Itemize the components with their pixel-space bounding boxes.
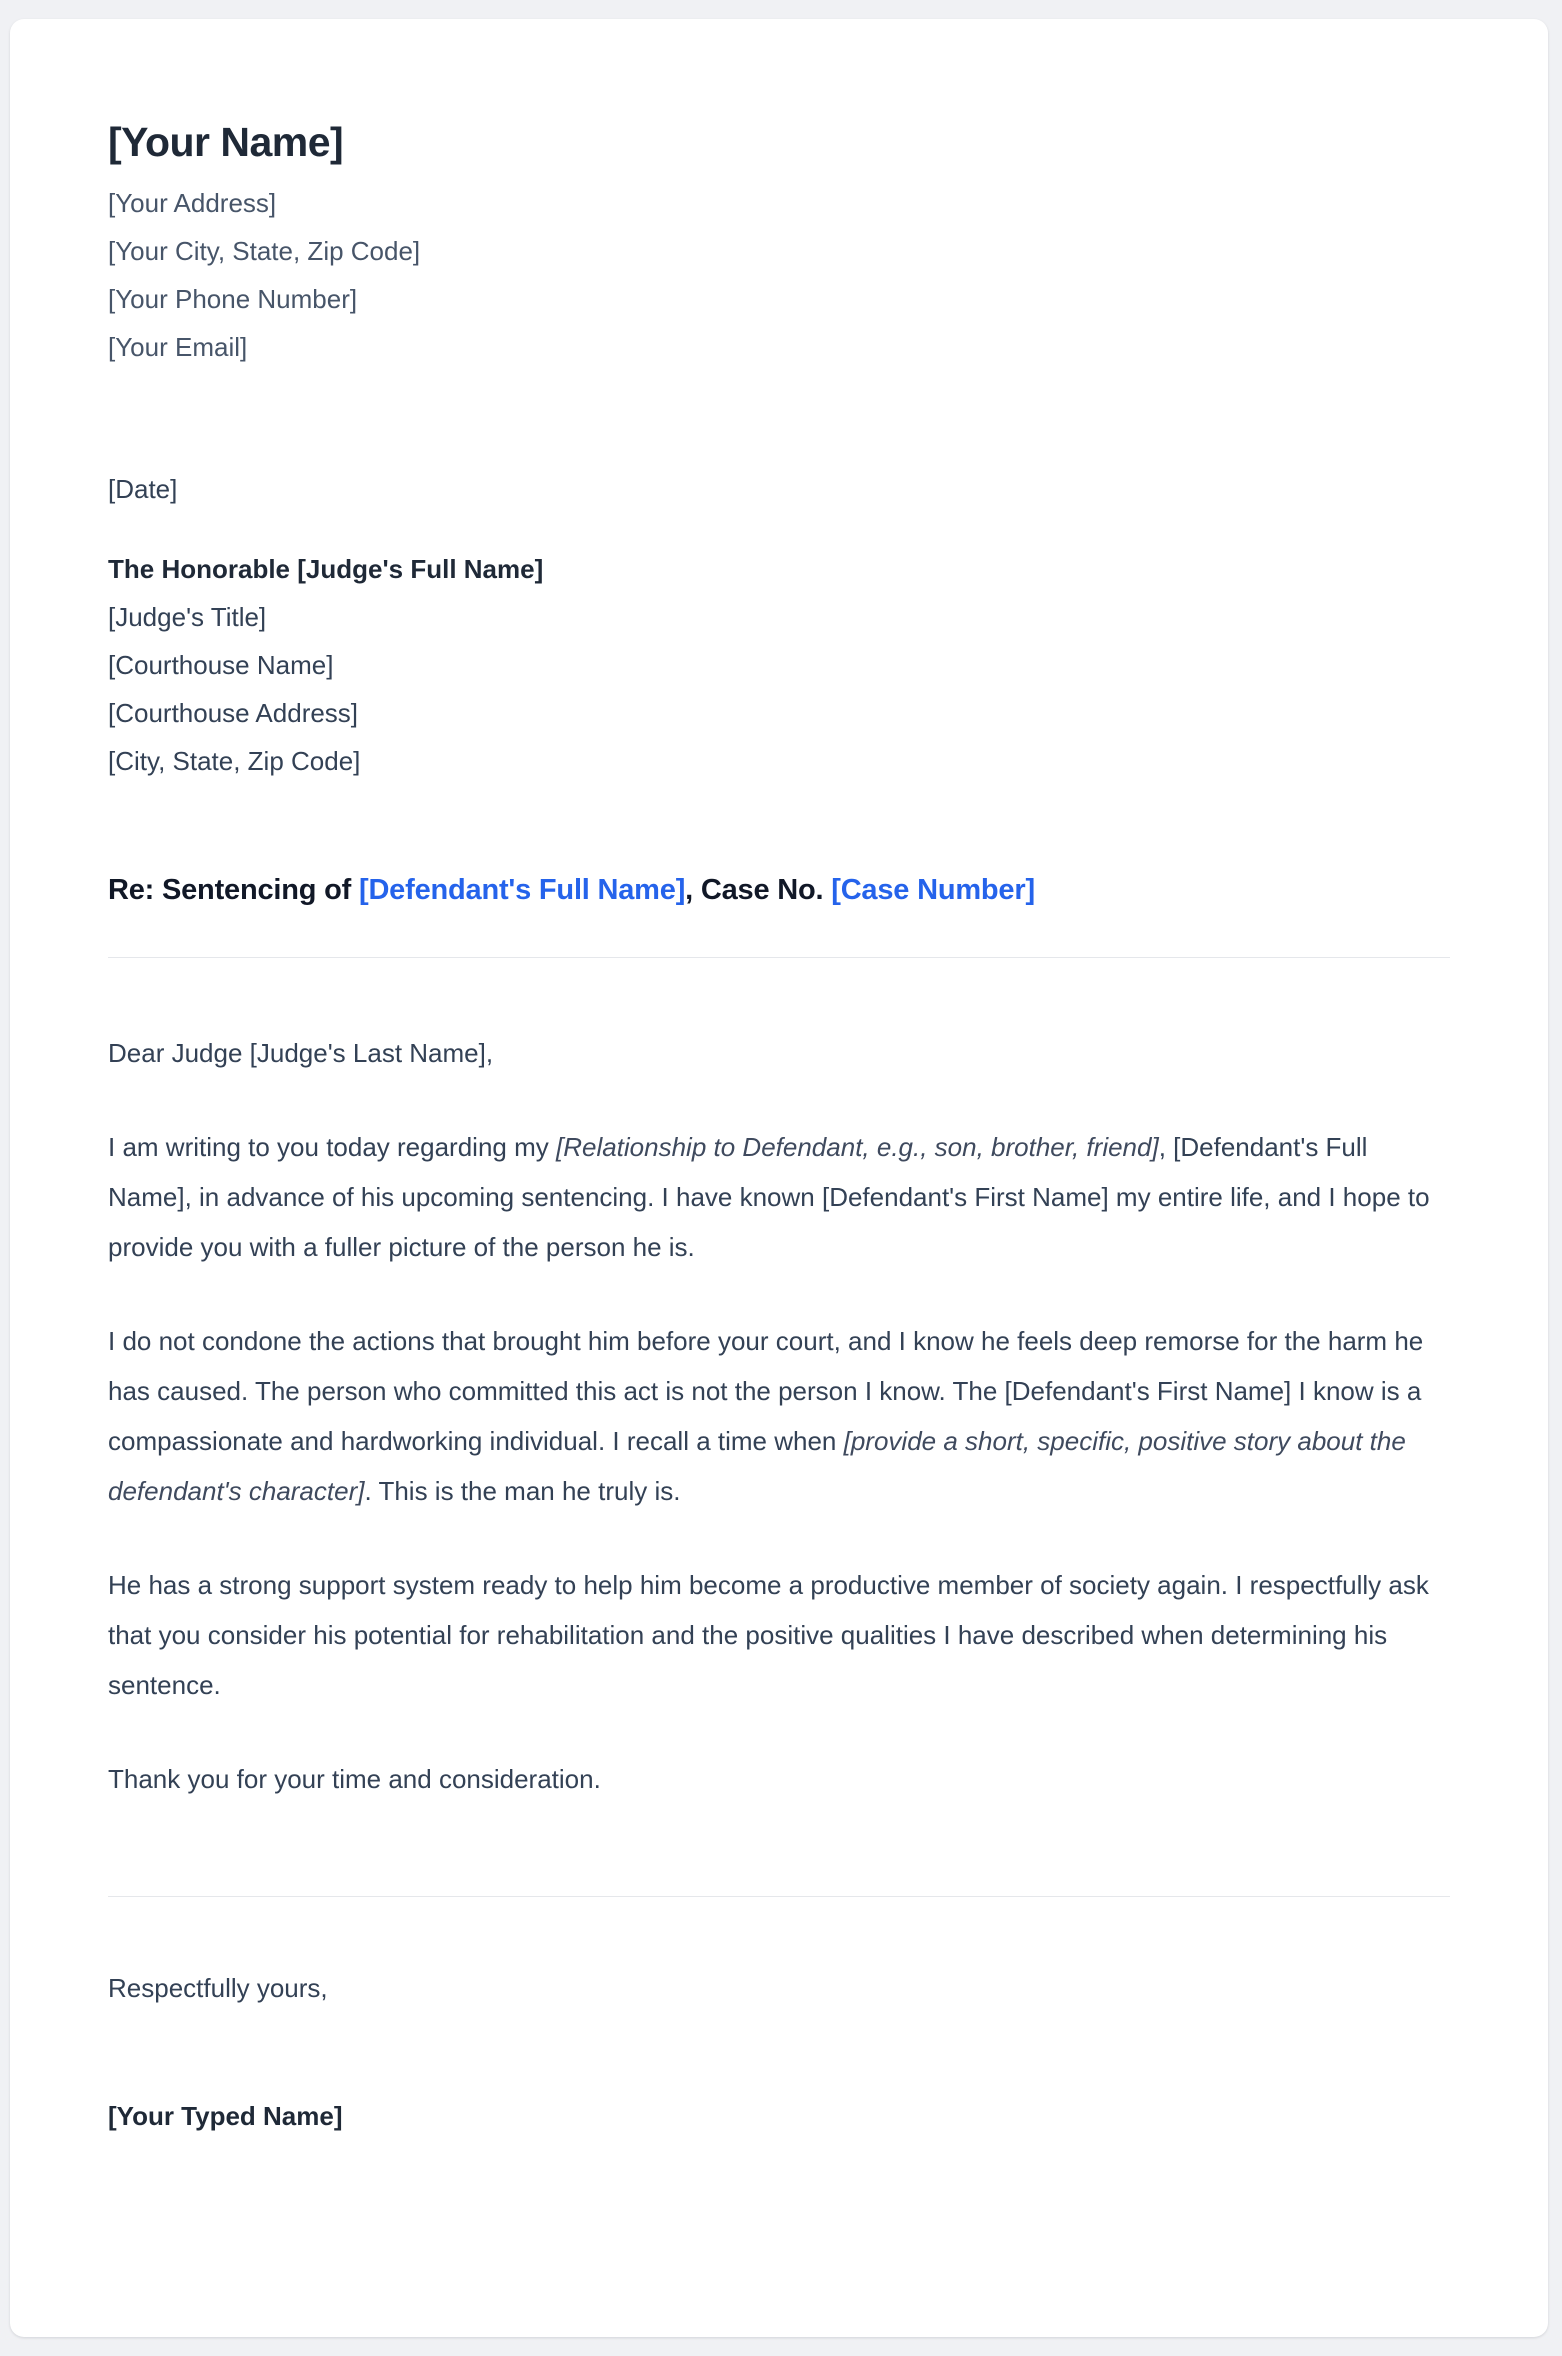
sender-name: [Your Name] [108,119,344,165]
sender-address-block [108,179,1450,371]
case-number-placeholder[interactable]: [Case Number] [831,874,1035,906]
paragraph-introduction [108,1122,1450,1272]
paragraph-text: He has a strong support system ready to help him become a productive member of society again. I respectfully ask that you consider his potential for rehabilitation and the positive qualities I have described when determining his sentence. [108,1570,1429,1700]
paragraph-thank-you [108,1754,1450,1804]
courthouse-address-line: [Courthouse Address] [108,698,359,728]
typed-name: [Your Typed Name] [108,2101,343,2131]
paragraph-text: Thank you for your time and consideration. [108,1764,601,1794]
paragraph-character [108,1316,1450,1516]
divider-top [108,957,1450,958]
paragraph-text: , [Defendant's Full Name], in advance of his upcoming sentencing. I have known [Defendant's First Name] my entire life, and I hope to provide you with a fuller picture of the person he is. [108,1132,1430,1262]
paragraph-text: I am writing to you today regarding my [108,1132,556,1162]
sender-email-line: [Your Email] [108,332,248,362]
paragraph-support-system [108,1560,1450,1710]
judge-honorable-line: The Honorable [Judge's Full Name] [108,554,544,584]
letter-document [10,19,1548,2337]
courthouse-name-line: [Courthouse Name] [108,650,334,680]
paragraph-text: I do not condone the actions that brought him before your court, and I know he feels deep remorse for the harm he has caused. The person who committed this act is not the person I know. The [Defendant's First Name] I know is a compassionate and hardworking individual. I recall a time when [108,1326,1424,1456]
sender-city-state-zip-line: [Your City, State, Zip Code] [108,236,421,266]
judge-title-line: [Judge's Title] [108,602,267,632]
template-placeholder-italic: [provide a short, specific, positive story about the defendant's character] [108,1426,1406,1506]
recipient-address-block [108,545,1450,785]
subject-case-no-label: , Case No. [685,874,832,906]
salutation: Dear Judge [Judge's Last Name], [108,1038,494,1068]
paragraph-text: . This is the man he truly is. [364,1476,681,1506]
divider-bottom [108,1896,1450,1897]
sender-address-line: [Your Address] [108,188,277,218]
subject-line [108,869,1450,911]
subject-prefix: Re: Sentencing of [108,874,359,906]
date-line: [Date] [108,474,178,504]
sender-phone-line: [Your Phone Number] [108,284,358,314]
valediction: Respectfully yours, [108,1973,328,2003]
courthouse-city-state-zip-line: [City, State, Zip Code] [108,746,361,776]
defendant-name-placeholder[interactable]: [Defendant's Full Name] [358,874,686,906]
template-placeholder-italic: [Relationship to Defendant, e.g., son, brother, friend] [555,1132,1159,1162]
